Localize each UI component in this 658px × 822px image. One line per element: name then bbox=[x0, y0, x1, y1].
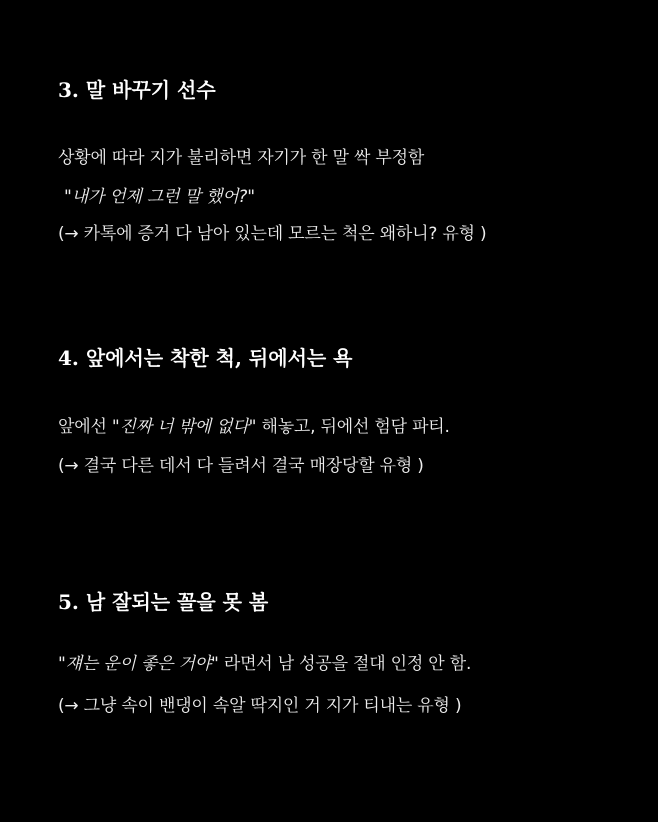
section-3-note: (→ 카톡에 증거 다 남아 있는데 모르는 척은 왜하니? 유형 ) bbox=[58, 224, 487, 244]
section-4-line-post: 해놓고, 뒤에선 험담 파티. bbox=[256, 417, 450, 437]
section-4-line-pre: 앞에선 bbox=[58, 417, 112, 437]
section-4-line bbox=[58, 415, 450, 439]
section-3-quote: "내가 언제 그런 말 했어?" bbox=[64, 187, 255, 207]
section-3-line: 상황에 따라 지가 불리하면 자기가 한 말 싹 부정함 bbox=[58, 148, 425, 168]
section-4-note: (→ 결국 다른 데서 다 들려서 결국 매장당할 유형 ) bbox=[58, 456, 424, 476]
section-5-line-post: 라면서 남 성공을 절대 인정 안 함. bbox=[218, 654, 472, 674]
section-5 bbox=[58, 588, 638, 716]
section-5-line bbox=[58, 652, 471, 676]
section-3 bbox=[58, 76, 638, 244]
section-5-note: (→ 그냥 속이 밴댕이 속알 딱지인 거 지가 티내는 유형 ) bbox=[58, 696, 462, 716]
section-3-heading: 3. 말 바꾸기 선수 bbox=[58, 78, 216, 102]
section-4 bbox=[58, 344, 638, 476]
section-5-quote: "쟤는 운이 좋은 거야" bbox=[58, 654, 219, 674]
section-4-heading: 4. 앞에서는 착한 척, 뒤에서는 욕 bbox=[58, 346, 353, 370]
section-4-quote: "진짜 너 밖에 없다" bbox=[111, 417, 257, 437]
section-5-heading: 5. 남 잘되는 꼴을 못 봄 bbox=[58, 590, 269, 614]
